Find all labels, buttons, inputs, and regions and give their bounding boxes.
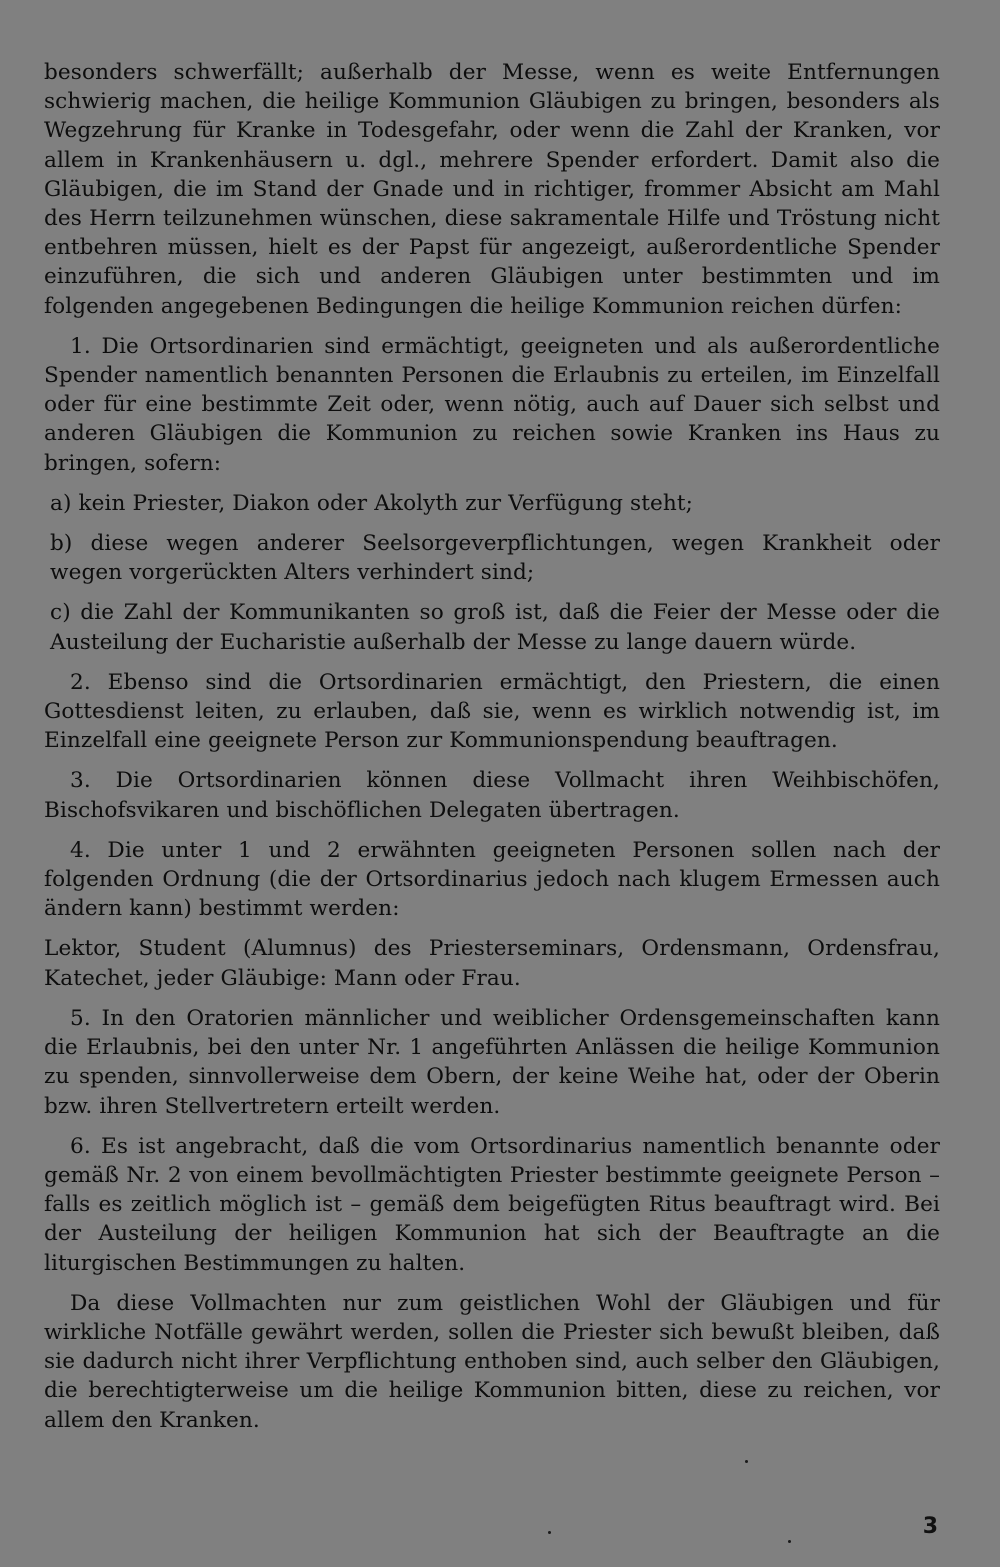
paragraph-point-1: 1. Die Ortsordinarien sind ermächtigt, geeigneten und als außerordentliche Spender namentlich benannten Personen die Erlaubnis zu erteilen, im Einzelfall oder für eine bestimmte Zeit oder, wenn nötig, auch auf Dauer sich selbst und anderen Gläubigen die Kommunion zu reichen sowie Kranken ins Haus zu bringen, sofern: [44,333,940,476]
paragraph-condition-b: b) diese wegen anderer Seelsorgeverpflichtungen, wegen Krankheit oder wegen vorgerückten Alters verhindert sind; [50,531,940,586]
paragraph-condition-c: c) die Zahl der Kommunikanten so groß ist, daß die Feier der Messe oder die Austeilung der Eucharistie außerhalb der Messe zu lange dauern würde. [50,600,940,655]
paragraph-condition-a: a) kein Priester, Diakon oder Akolyth zur Verfügung steht; [50,490,694,516]
paragraph-point-2: 2. Ebenso sind die Ortsordinarien ermächtigt, den Priestern, die einen Gottesdienst leiten, zu erlauben, daß sie, wenn es wirklich notwendig ist, im Einzelfall eine geeignete Person zur Kommunionspendung beauftragen. [44,669,940,754]
print-speck [788,1540,791,1543]
print-speck [548,1531,551,1534]
paragraph-point-3: 3. Die Ortsordinarien können diese Vollmacht ihren Weihbischöfen, Bischofsvikaren und bischöflichen Delegaten übertragen. [44,768,940,823]
print-speck [745,1460,748,1463]
paragraph-point-6: 6. Es ist angebracht, daß die vom Ortsordinarius namentlich benannte oder gemäß Nr. 2 von einem bevollmächtigten Priester bestimmte geeignete Person – falls es zeitlich möglich ist – gemäß dem beigefügten Ritus beauftragt wird. Bei der Austeilung der heiligen Kommunion hat sich der Beauftragte an die liturgischen Bestimmungen zu halten. [44,1133,940,1276]
paragraph-point-5: 5. In den Oratorien männlicher und weiblicher Ordensgemeinschaften kann die Erlaubnis, bei den unter Nr. 1 angeführten Anlässen die heilige Kommunion zu spenden, sinnvollerweise dem Obern, der keine Weihe hat, oder der Oberin bzw. ihren Stellvertretern erteilt werden. [44,1005,940,1119]
paragraph-order-list: Lektor, Student (Alumnus) des Priesterseminars, Ordensmann, Ordensfrau, Katechet, jeder Gläubige: Mann oder Frau. [44,936,940,991]
page-number: 3 [922,1514,938,1539]
paragraph-closing: Da diese Vollmachten nur zum geistlichen Wohl der Gläubigen und für wirkliche Notfälle gewährt werden, sollen die Priester sich bewußt bleiben, daß sie dadurch nicht ihrer Verpflichtung enthoben sind, auch selber den Gläubigen, die berechtigterweise um die heilige Kommunion bitten, diese zu reichen, vor allem den Kranken. [44,1290,940,1433]
paragraph-point-4: 4. Die unter 1 und 2 erwähnten geeigneten Personen sollen nach der folgenden Ordnung (die der Ortsordinarius jedoch nach klugem Ermessen auch ändern kann) bestimmt werden: [44,837,940,922]
document-body [44,58,940,1435]
paragraph-intro-continuation: besonders schwerfällt; außerhalb der Messe, wenn es weite Entfernungen schwierig machen, die heilige Kommunion Gläubigen zu bringen, besonders als Wegzehrung für Kranke in Todesgefahr, oder wenn die Zahl der Kranken, vor allem in Krankenhäusern u. dgl., mehrere Spender erfordert. Damit also die Gläubigen, die im Stand der Gnade und in richtiger, frommer Absicht am Mahl des Herrn teilzunehmen wünschen, diese sakramentale Hilfe und Tröstung nicht entbehren müssen, hielt es der Papst für angezeigt, außerordentliche Spender einzuführen, die sich und anderen Gläubigen unter bestimmten und im folgenden angegebenen Bedingungen die heilige Kommunion reichen dürfen: [44,60,940,319]
